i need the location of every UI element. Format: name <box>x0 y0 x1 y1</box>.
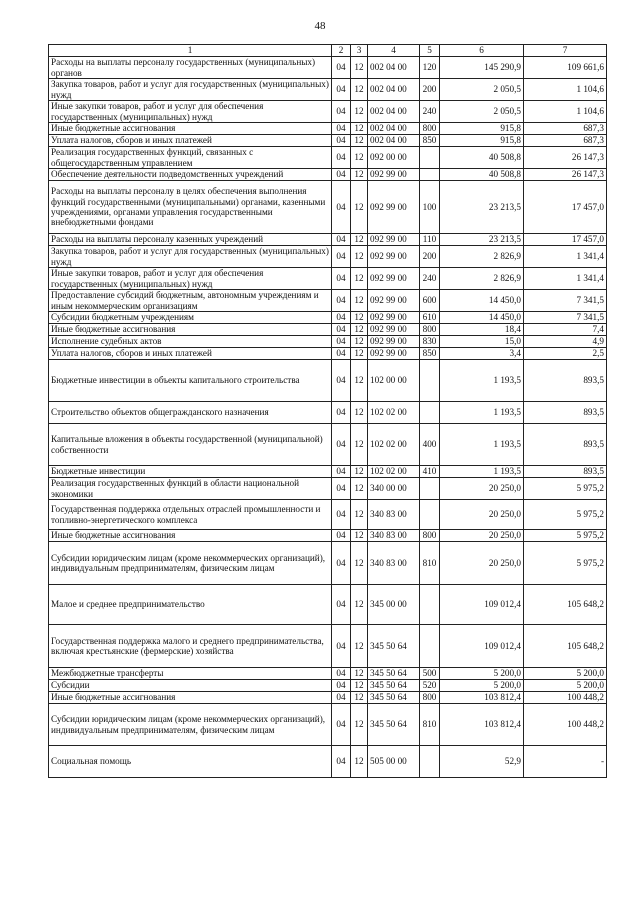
row-name: Государственная поддержка малого и среднего предпринимательства, включая крестьянские (фермерские) хозяйства <box>49 625 332 668</box>
row-name: Реализация государственных функций в области национальной экономики <box>49 478 332 500</box>
row-expense-type <box>420 147 440 169</box>
table-row <box>49 478 607 500</box>
table-row <box>49 348 607 360</box>
row-target-article: 092 99 00 <box>368 234 420 246</box>
row-section: 04 <box>332 424 351 466</box>
row-section: 04 <box>332 530 351 542</box>
row-subsection: 12 <box>351 234 368 246</box>
row-name: Расходы на выплаты персоналу казенных учреждений <box>49 234 332 246</box>
table-row <box>49 542 607 585</box>
row-target-article: 092 99 00 <box>368 169 420 181</box>
table-row <box>49 324 607 336</box>
row-target-article: 345 50 64 <box>368 668 420 680</box>
row-amount-planned: 40 508,8 <box>440 169 524 181</box>
row-section: 04 <box>332 746 351 778</box>
row-amount-planned: 915,8 <box>440 123 524 135</box>
row-section: 04 <box>332 79 351 101</box>
row-target-article: 345 00 00 <box>368 585 420 625</box>
row-expense-type <box>420 585 440 625</box>
row-amount-planned: 2 826,9 <box>440 268 524 290</box>
column-header: 5 <box>420 45 440 57</box>
row-target-article: 345 50 64 <box>368 692 420 704</box>
row-amount-executed: 4,9 <box>524 336 607 348</box>
row-target-article: 505 00 00 <box>368 746 420 778</box>
row-amount-executed: 105 648,2 <box>524 625 607 668</box>
row-section: 04 <box>332 585 351 625</box>
row-expense-type: 850 <box>420 348 440 360</box>
row-subsection: 12 <box>351 680 368 692</box>
row-subsection: 12 <box>351 101 368 123</box>
row-expense-type: 500 <box>420 668 440 680</box>
row-name: Обеспечение деятельности подведомственных учреждений <box>49 169 332 181</box>
row-expense-type: 800 <box>420 530 440 542</box>
row-expense-type: 850 <box>420 135 440 147</box>
row-subsection: 12 <box>351 135 368 147</box>
row-expense-type: 800 <box>420 324 440 336</box>
row-section: 04 <box>332 336 351 348</box>
column-header: 3 <box>351 45 368 57</box>
row-amount-planned: 18,4 <box>440 324 524 336</box>
row-target-article: 092 99 00 <box>368 246 420 268</box>
row-subsection: 12 <box>351 360 368 402</box>
row-subsection: 12 <box>351 585 368 625</box>
row-target-article: 002 04 00 <box>368 79 420 101</box>
row-amount-executed: 7,4 <box>524 324 607 336</box>
row-name: Расходы на выплаты персоналу в целях обеспечения выполнения функций государственными (муниципальными) органами, казенными учреждениями, органами управления государственными внебюджетными фондами <box>49 181 332 234</box>
row-amount-executed: 105 648,2 <box>524 585 607 625</box>
row-amount-planned: 2 826,9 <box>440 246 524 268</box>
table-row <box>49 234 607 246</box>
row-amount-executed: 7 341,5 <box>524 312 607 324</box>
row-name: Иные бюджетные ассигнования <box>49 324 332 336</box>
row-target-article: 092 99 00 <box>368 312 420 324</box>
row-amount-planned: 5 200,0 <box>440 680 524 692</box>
row-expense-type: 100 <box>420 181 440 234</box>
row-target-article: 092 99 00 <box>368 336 420 348</box>
row-section: 04 <box>332 625 351 668</box>
row-target-article: 345 50 64 <box>368 704 420 746</box>
row-expense-type: 520 <box>420 680 440 692</box>
row-amount-executed: 100 448,2 <box>524 704 607 746</box>
row-amount-executed: 1 341,4 <box>524 268 607 290</box>
row-section: 04 <box>332 123 351 135</box>
row-section: 04 <box>332 101 351 123</box>
row-subsection: 12 <box>351 246 368 268</box>
row-amount-planned: 5 200,0 <box>440 668 524 680</box>
row-subsection: 12 <box>351 424 368 466</box>
table-row <box>49 530 607 542</box>
row-amount-executed: - <box>524 746 607 778</box>
table-row <box>49 360 607 402</box>
row-amount-planned: 20 250,0 <box>440 500 524 530</box>
table-header-row <box>49 45 607 57</box>
row-name: Субсидии бюджетным учреждениям <box>49 312 332 324</box>
table-row <box>49 135 607 147</box>
row-amount-executed: 7 341,5 <box>524 290 607 312</box>
row-name: Предоставление субсидий бюджетным, автономным учреждениям и иным некоммерческим организациям <box>49 290 332 312</box>
row-target-article: 340 83 00 <box>368 530 420 542</box>
row-name: Реализация государственных функций, связанных с общегосударственным управлением <box>49 147 332 169</box>
table-row <box>49 290 607 312</box>
row-target-article: 002 04 00 <box>368 57 420 79</box>
row-amount-planned: 2 050,5 <box>440 101 524 123</box>
row-name: Иные закупки товаров, работ и услуг для обеспечения государственных (муниципальных) нужд <box>49 101 332 123</box>
row-name: Уплата налогов, сборов и иных платежей <box>49 135 332 147</box>
row-subsection: 12 <box>351 312 368 324</box>
row-subsection: 12 <box>351 478 368 500</box>
row-section: 04 <box>332 181 351 234</box>
row-expense-type: 600 <box>420 290 440 312</box>
row-name: Иные закупки товаров, работ и услуг для обеспечения государственных (муниципальных) нужд <box>49 268 332 290</box>
row-expense-type: 610 <box>420 312 440 324</box>
row-amount-executed: 17 457,0 <box>524 234 607 246</box>
table-row <box>49 466 607 478</box>
row-amount-planned: 14 450,0 <box>440 312 524 324</box>
row-subsection: 12 <box>351 57 368 79</box>
table-row <box>49 312 607 324</box>
row-section: 04 <box>332 466 351 478</box>
row-section: 04 <box>332 57 351 79</box>
table-row <box>49 424 607 466</box>
table-row <box>49 668 607 680</box>
row-name: Капитальные вложения в объекты государственной (муниципальной) собственности <box>49 424 332 466</box>
row-expense-type: 400 <box>420 424 440 466</box>
row-name: Исполнение судебных актов <box>49 336 332 348</box>
table-row <box>49 123 607 135</box>
row-name: Бюджетные инвестиции <box>49 466 332 478</box>
row-target-article: 345 50 64 <box>368 680 420 692</box>
row-name: Закупка товаров, работ и услуг для государственных (муниципальных) нужд <box>49 246 332 268</box>
row-section: 04 <box>332 680 351 692</box>
row-target-article: 102 02 00 <box>368 424 420 466</box>
row-section: 04 <box>332 290 351 312</box>
table-row <box>49 147 607 169</box>
row-expense-type: 800 <box>420 692 440 704</box>
row-amount-executed: 2,5 <box>524 348 607 360</box>
row-section: 04 <box>332 348 351 360</box>
row-amount-executed: 893,5 <box>524 466 607 478</box>
row-amount-executed: 893,5 <box>524 402 607 424</box>
row-amount-planned: 20 250,0 <box>440 478 524 500</box>
row-expense-type: 240 <box>420 101 440 123</box>
row-subsection: 12 <box>351 500 368 530</box>
row-subsection: 12 <box>351 123 368 135</box>
row-name: Строительство объектов общегражданского назначения <box>49 402 332 424</box>
row-expense-type: 110 <box>420 234 440 246</box>
row-subsection: 12 <box>351 692 368 704</box>
row-section: 04 <box>332 147 351 169</box>
row-subsection: 12 <box>351 530 368 542</box>
row-name: Субсидии юридическим лицам (кроме некоммерческих организаций), индивидуальным предпринимателям, физическим лицам <box>49 542 332 585</box>
row-expense-type: 120 <box>420 57 440 79</box>
row-amount-planned: 109 012,4 <box>440 625 524 668</box>
row-amount-executed: 5 200,0 <box>524 668 607 680</box>
row-target-article: 092 99 00 <box>368 181 420 234</box>
row-section: 04 <box>332 692 351 704</box>
column-header: 7 <box>524 45 607 57</box>
column-header: 2 <box>332 45 351 57</box>
row-amount-executed: 5 975,2 <box>524 478 607 500</box>
row-target-article: 340 83 00 <box>368 542 420 585</box>
row-name: Субсидии <box>49 680 332 692</box>
row-amount-executed: 26 147,3 <box>524 147 607 169</box>
row-name: Иные бюджетные ассигнования <box>49 692 332 704</box>
row-expense-type: 410 <box>420 466 440 478</box>
row-amount-planned: 915,8 <box>440 135 524 147</box>
row-name: Расходы на выплаты персоналу государственных (муниципальных) органов <box>49 57 332 79</box>
budget-table <box>48 44 607 778</box>
row-subsection: 12 <box>351 402 368 424</box>
row-amount-executed: 1 341,4 <box>524 246 607 268</box>
page-number: 48 <box>314 20 326 32</box>
row-target-article: 102 00 00 <box>368 360 420 402</box>
row-amount-executed: 687,3 <box>524 135 607 147</box>
table-row <box>49 625 607 668</box>
row-subsection: 12 <box>351 348 368 360</box>
row-target-article: 340 00 00 <box>368 478 420 500</box>
row-section: 04 <box>332 500 351 530</box>
column-header: 1 <box>49 45 332 57</box>
row-target-article: 102 02 00 <box>368 402 420 424</box>
row-amount-planned: 2 050,5 <box>440 79 524 101</box>
table-row <box>49 57 607 79</box>
row-amount-planned: 145 290,9 <box>440 57 524 79</box>
row-section: 04 <box>332 360 351 402</box>
row-subsection: 12 <box>351 181 368 234</box>
row-section: 04 <box>332 478 351 500</box>
row-target-article: 002 04 00 <box>368 123 420 135</box>
row-amount-planned: 1 193,5 <box>440 360 524 402</box>
row-amount-planned: 103 812,4 <box>440 704 524 746</box>
row-section: 04 <box>332 704 351 746</box>
row-amount-executed: 687,3 <box>524 123 607 135</box>
row-section: 04 <box>332 135 351 147</box>
row-expense-type: 200 <box>420 246 440 268</box>
row-expense-type: 810 <box>420 704 440 746</box>
table-row <box>49 79 607 101</box>
row-name: Социальная помощь <box>49 746 332 778</box>
row-subsection: 12 <box>351 169 368 181</box>
column-header: 4 <box>368 45 420 57</box>
row-subsection: 12 <box>351 625 368 668</box>
row-target-article: 345 50 64 <box>368 625 420 668</box>
row-section: 04 <box>332 246 351 268</box>
row-subsection: 12 <box>351 147 368 169</box>
row-subsection: 12 <box>351 268 368 290</box>
row-amount-executed: 1 104,6 <box>524 79 607 101</box>
table-row <box>49 268 607 290</box>
table-row <box>49 336 607 348</box>
table-row <box>49 500 607 530</box>
row-amount-executed: 109 661,6 <box>524 57 607 79</box>
row-target-article: 340 83 00 <box>368 500 420 530</box>
table-row <box>49 169 607 181</box>
row-expense-type <box>420 360 440 402</box>
table-row <box>49 402 607 424</box>
row-name: Межбюджетные трансферты <box>49 668 332 680</box>
table-row <box>49 680 607 692</box>
row-amount-planned: 103 812,4 <box>440 692 524 704</box>
row-name: Малое и среднее предпринимательство <box>49 585 332 625</box>
row-amount-executed: 1 104,6 <box>524 101 607 123</box>
table-row <box>49 181 607 234</box>
row-subsection: 12 <box>351 324 368 336</box>
row-expense-type <box>420 402 440 424</box>
row-expense-type: 240 <box>420 268 440 290</box>
row-expense-type <box>420 625 440 668</box>
row-amount-executed: 893,5 <box>524 424 607 466</box>
row-expense-type <box>420 746 440 778</box>
row-target-article: 092 99 00 <box>368 290 420 312</box>
row-amount-planned: 1 193,5 <box>440 466 524 478</box>
row-expense-type: 830 <box>420 336 440 348</box>
row-amount-executed: 5 975,2 <box>524 542 607 585</box>
row-amount-executed: 893,5 <box>524 360 607 402</box>
table-row <box>49 246 607 268</box>
row-section: 04 <box>332 169 351 181</box>
row-target-article: 002 04 00 <box>368 101 420 123</box>
row-expense-type <box>420 500 440 530</box>
row-name: Бюджетные инвестиции в объекты капитального строительства <box>49 360 332 402</box>
row-amount-executed: 5 200,0 <box>524 680 607 692</box>
row-section: 04 <box>332 324 351 336</box>
row-section: 04 <box>332 312 351 324</box>
row-amount-planned: 3,4 <box>440 348 524 360</box>
row-expense-type <box>420 169 440 181</box>
row-section: 04 <box>332 402 351 424</box>
row-amount-planned: 23 213,5 <box>440 234 524 246</box>
row-amount-executed: 5 975,2 <box>524 500 607 530</box>
row-section: 04 <box>332 268 351 290</box>
row-expense-type: 810 <box>420 542 440 585</box>
table-row <box>49 692 607 704</box>
row-subsection: 12 <box>351 336 368 348</box>
row-section: 04 <box>332 542 351 585</box>
table-row <box>49 585 607 625</box>
row-name: Субсидии юридическим лицам (кроме некоммерческих организаций), индивидуальным предпринимателям, физическим лицам <box>49 704 332 746</box>
row-amount-executed: 17 457,0 <box>524 181 607 234</box>
row-subsection: 12 <box>351 542 368 585</box>
column-header: 6 <box>440 45 524 57</box>
row-subsection: 12 <box>351 79 368 101</box>
row-expense-type: 800 <box>420 123 440 135</box>
row-amount-planned: 40 508,8 <box>440 147 524 169</box>
row-amount-planned: 20 250,0 <box>440 530 524 542</box>
row-amount-executed: 26 147,3 <box>524 169 607 181</box>
row-amount-planned: 52,9 <box>440 746 524 778</box>
row-subsection: 12 <box>351 704 368 746</box>
row-name: Иные бюджетные ассигнования <box>49 530 332 542</box>
row-target-article: 102 02 00 <box>368 466 420 478</box>
row-amount-planned: 1 193,5 <box>440 424 524 466</box>
row-amount-executed: 100 448,2 <box>524 692 607 704</box>
row-target-article: 092 99 00 <box>368 348 420 360</box>
row-amount-planned: 14 450,0 <box>440 290 524 312</box>
row-subsection: 12 <box>351 290 368 312</box>
row-amount-planned: 20 250,0 <box>440 542 524 585</box>
row-expense-type <box>420 478 440 500</box>
row-expense-type: 200 <box>420 79 440 101</box>
row-target-article: 092 00 00 <box>368 147 420 169</box>
row-name: Государственная поддержка отдельных отраслей промышленности и топливно-энергетического комплекса <box>49 500 332 530</box>
row-section: 04 <box>332 234 351 246</box>
row-amount-executed: 5 975,2 <box>524 530 607 542</box>
row-name: Закупка товаров, работ и услуг для государственных (муниципальных) нужд <box>49 79 332 101</box>
row-name: Уплата налогов, сборов и иных платежей <box>49 348 332 360</box>
row-subsection: 12 <box>351 466 368 478</box>
table-row <box>49 746 607 778</box>
row-amount-planned: 1 193,5 <box>440 402 524 424</box>
row-subsection: 12 <box>351 746 368 778</box>
row-amount-planned: 109 012,4 <box>440 585 524 625</box>
row-section: 04 <box>332 668 351 680</box>
row-subsection: 12 <box>351 668 368 680</box>
row-target-article: 092 99 00 <box>368 268 420 290</box>
table-row <box>49 704 607 746</box>
row-amount-planned: 15,0 <box>440 336 524 348</box>
row-target-article: 002 04 00 <box>368 135 420 147</box>
row-target-article: 092 99 00 <box>368 324 420 336</box>
row-amount-planned: 23 213,5 <box>440 181 524 234</box>
table-row <box>49 101 607 123</box>
row-name: Иные бюджетные ассигнования <box>49 123 332 135</box>
